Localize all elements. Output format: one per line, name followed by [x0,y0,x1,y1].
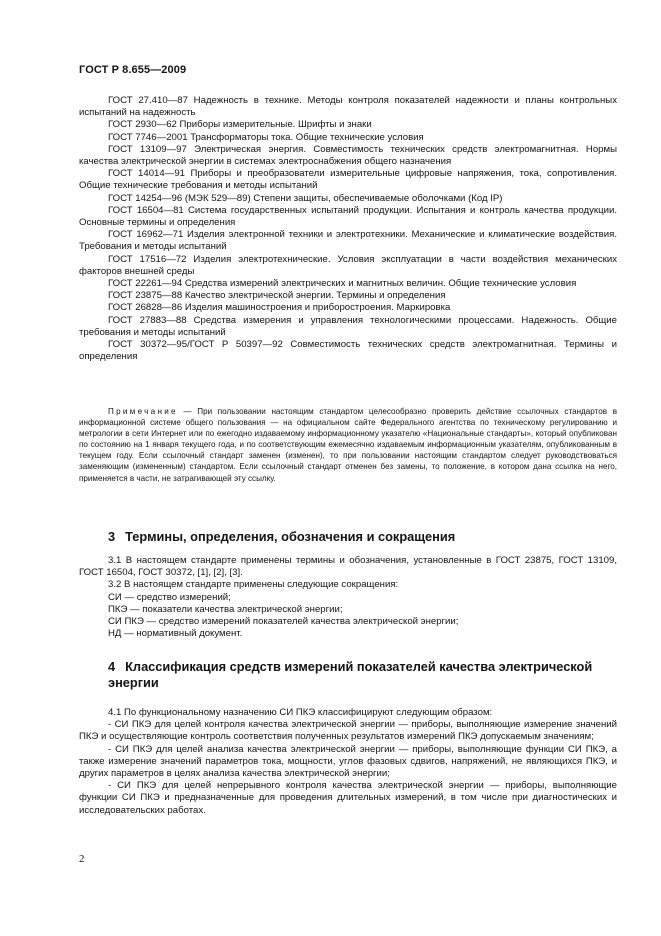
note-label: Примечание [108,407,178,416]
section-title-line1: Классификация средств измерений показателей качества электрической [125,659,593,674]
reference-item: ГОСТ 14014—91 Приборы и преобразователи измерительные цифровые напряжения, тока, сопротивления. Общие технические требования и методы испытаний [79,168,617,192]
reference-item: ГОСТ 22261—94 Средства измерений электрических и магнитных величин. Общие технические условия [108,278,577,290]
reference-item: ГОСТ 27.410—87 Надежность в технике. Методы контроля показателей надежности и планы контрольных испытаний на надежность [79,95,617,119]
reference-item: ГОСТ 14254—96 (МЭК 529—89) Степени защиты, обеспечиваемые оболочками (Код IP) [108,192,503,204]
running-header: ГОСТ Р 8.655—2009 [79,64,187,76]
section-4-heading [108,659,618,691]
reference-item: ГОСТ 17516—72 Изделия электротехнические. Условия эксплуатации в части воздействия механических факторов внешней среды [79,253,617,277]
list-item: - СИ ПКЭ для целей непрерывного контроля качества электрической энергии — приборы, выполняющие функции СИ ПКЭ и предназначенные для проведения длительных измерений, в том числе при диагностических и исследовательских работах. [79,780,617,816]
reference-item: ГОСТ 30372—95/ГОСТ Р 50397—92 Совместимость технических средств электромагнитная. Термины и определения [79,339,617,363]
page-number: 2 [79,853,85,865]
section-number: 3 [108,529,116,544]
abbreviation-item: ПКЭ — показатели качества электрической энергии; [108,603,343,615]
paragraph: 3.1 В настоящем стандарте применены термины и обозначения, установленные в ГОСТ 23875, ГОСТ 13109, ГОСТ 16504, ГОСТ 30372, [1], [2], [3]. [79,555,617,579]
reference-item: ГОСТ 7746—2001 Трансформаторы тока. Общие технические условия [108,131,424,143]
abbreviation-item: СИ ПКЭ — средство измерений показателей качества электрической энергии; [108,616,459,628]
list-item: - СИ ПКЭ для целей контроля качества электрической энергии — приборы, выполняющие измерение значений ПКЭ и осуществляющие контроль соответствия полученных результатов измерений ПКЭ допускаемым значениям; [79,719,617,743]
abbreviation-item: СИ — средство измерений; [108,591,231,603]
reference-item: ГОСТ 16962—71 Изделия электронной техники и электротехники. Механические и климатические воздействия. Требования и методы испытаний [79,229,617,253]
reference-item: ГОСТ 16504—81 Система государственных испытаний продукции. Испытания и контроль качества продукции. Основные термины и определения [79,204,617,229]
section-4-body [79,707,617,817]
normative-references-list [79,95,617,363]
reference-item: ГОСТ 13109—97 Электрическая энергия. Совместимость технических средств электромагнитная. Нормы качества электрической энергии в системах электроснабжения общего назначения [79,143,617,168]
reference-item: ГОСТ 23875—88 Качество электрической энергии. Термины и определения [108,290,446,302]
note-paragraph [79,406,617,484]
reference-item: ГОСТ 26828—86 Изделия машиностроения и приборостроения. Маркировка [108,302,451,314]
paragraph: 4.1 По функциональному назначению СИ ПКЭ классифицируют следующим образом: [108,707,493,718]
section-3-heading [108,529,608,545]
list-item: - СИ ПКЭ для целей анализа качества электрической энергии — приборы, выполняющие функции СИ ПКЭ, а также измерение значений параметров тока, мощности, углов фазовых сдвигов, напряжений, не являющихся ПКЭ, и других параметров в целях анализа качества электрической энергии; [79,743,617,780]
reference-item: ГОСТ 2930—62 Приборы измерительные. Шрифты и знаки [108,119,372,131]
reference-item: ГОСТ 27883—88 Средства измерения и управления технологическими процессами. Надежность. Общие требования и методы испытаний [79,314,617,338]
section-3-body [79,555,617,640]
section-title: Термины, определения, обозначения и сокращения [125,529,456,544]
abbreviation-item: НД — нормативный документ. [108,628,243,640]
section-number: 4 [108,659,116,674]
note-text: — При пользовании настоящим стандартом целесообразно проверить действие ссылочных стандартов в информационной системе общего пользования — на официальном сайте Федерального агентства по техническому регулированию и метрологии в сети Интернет или по ежегодно издаваемому информационному указателю «Национальные стандарты», который опубликован по состоянию на 1 января текущего года, и по соответствующим ежемесячно издаваемым информационным указателям, опубликованным в текущем году. Если ссылочный стандарт заменен (изменен), то при пользовании настоящим стандартом следует руководствоваться заменяющим (измененным) стандартом. Если ссылочный стандарт отменен без замены, то положение, в котором дана ссылка на него, применяется в части, не затрагивающей эту ссылку. [79,407,617,483]
paragraph: 3.2 В настоящем стандарте применены следующие сокращения: [108,579,399,591]
section-title-line2: энергии [108,675,159,690]
